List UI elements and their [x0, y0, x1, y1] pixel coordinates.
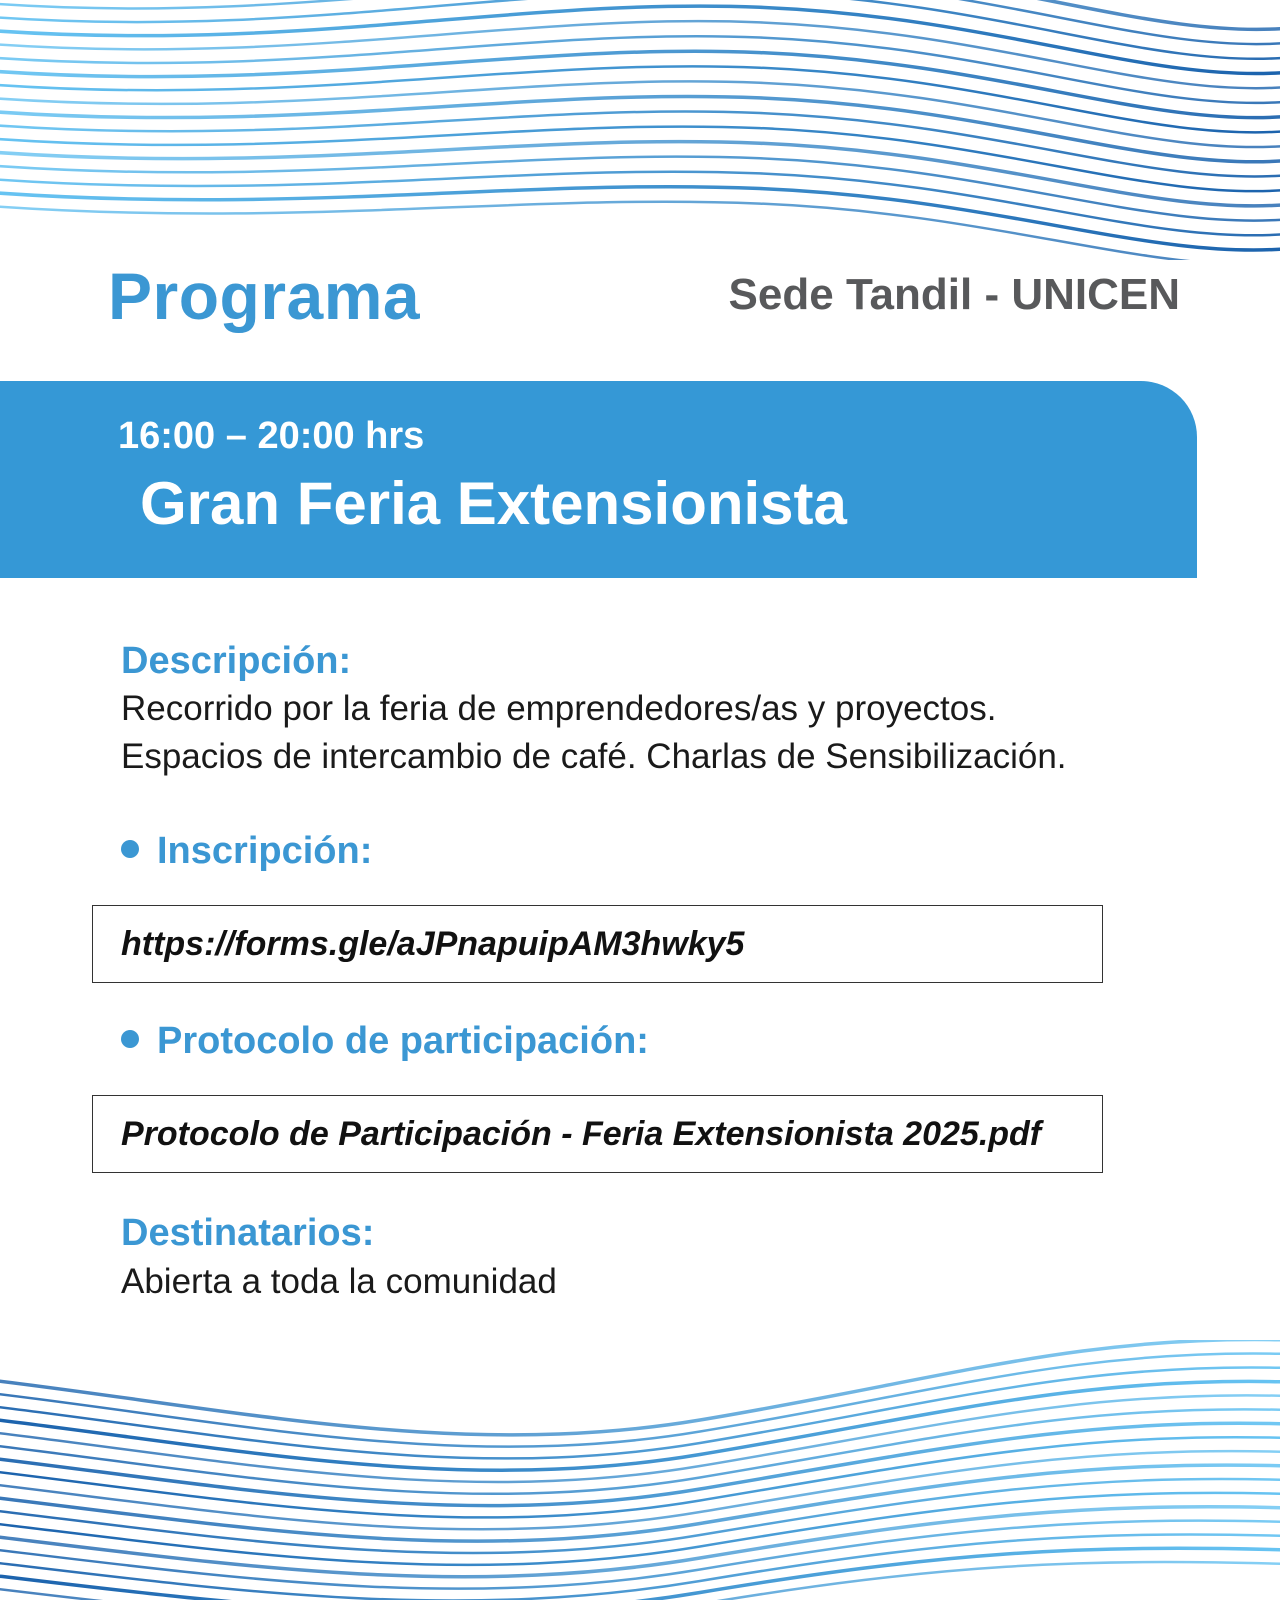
description-line-2: Espacios de intercambio de café. Charlas de Sensibilización. — [121, 737, 1067, 776]
wave-line — [0, 157, 1280, 221]
bullet-icon — [121, 840, 139, 858]
wave-line — [0, 1479, 1280, 1553]
top-wave-lines — [0, 0, 1280, 260]
wave-line — [0, 51, 1280, 117]
wave-line — [0, 0, 1280, 29]
bottom-wave-lines — [0, 1340, 1280, 1600]
wave-line — [0, 187, 1280, 250]
registration-link[interactable]: https://forms.gle/aJPnapuipAM3hwky5 — [92, 905, 1103, 983]
wave-line — [0, 1507, 1280, 1577]
venue-label: Sede Tandil - UNICEN — [728, 270, 1180, 319]
wave-line — [0, 172, 1280, 236]
registration-heading — [121, 830, 372, 873]
page-title: Programa — [108, 259, 421, 333]
description-line-1: Recorrido por la feria de emprendedores/as y proyectos. — [121, 689, 997, 728]
audience-text: Abierta a toda la comunidad — [121, 1262, 557, 1301]
description-text — [121, 685, 1067, 781]
protocol-label: Protocolo de participación: — [157, 1020, 649, 1062]
event-title: Gran Feria Extensionista — [140, 470, 847, 537]
top-wave-decoration — [0, 0, 1280, 260]
wave-line — [0, 142, 1280, 206]
wave-line — [0, 1437, 1280, 1517]
wave-line — [0, 1465, 1280, 1541]
description-label: Descripción: — [121, 640, 352, 682]
event-time: 16:00 – 20:00 hrs — [118, 415, 425, 457]
registration-label: Inscripción: — [157, 830, 373, 872]
protocol-file-link[interactable]: Protocolo de Participación - Feria Extensionista 2025.pdf — [92, 1095, 1103, 1173]
protocol-heading — [121, 1020, 649, 1063]
audience-label: Destinatarios: — [121, 1212, 375, 1254]
wave-line — [0, 96, 1280, 161]
bottom-wave-decoration — [0, 1340, 1280, 1600]
bullet-icon — [121, 1030, 139, 1048]
wave-line — [0, 1493, 1280, 1565]
wave-line — [0, 21, 1280, 88]
wave-line — [0, 36, 1280, 103]
event-banner — [0, 381, 1197, 578]
